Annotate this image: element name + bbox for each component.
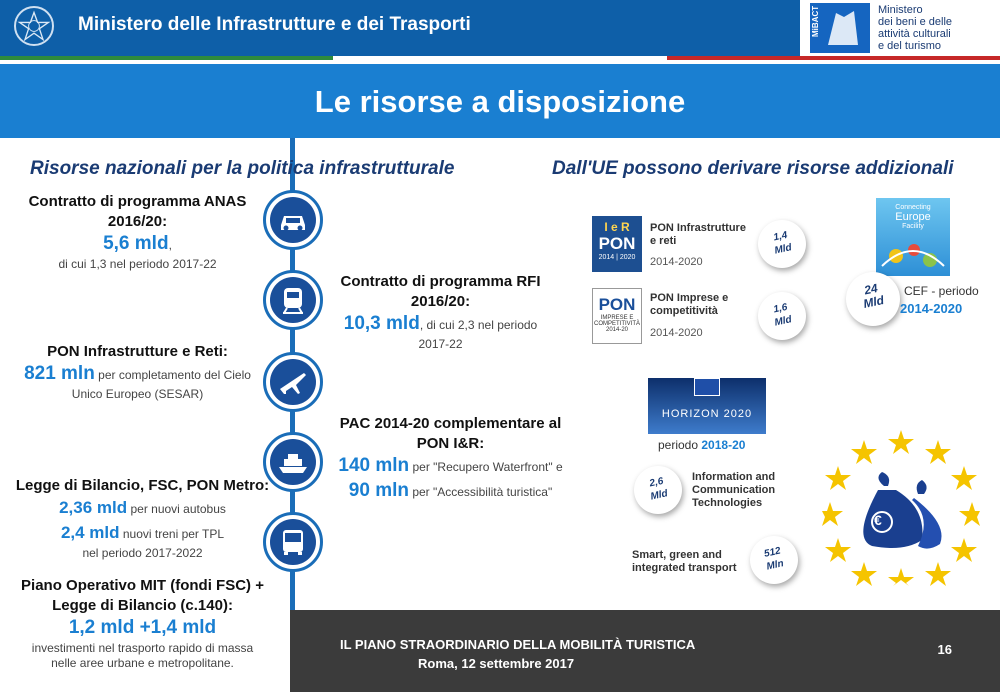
pon2-line: PON Imprese e <box>650 292 729 304</box>
cef-logo-line: Connecting <box>895 204 931 211</box>
pon-reti-block <box>5 342 270 401</box>
footer-bar <box>290 610 1000 692</box>
legge-block <box>5 476 280 560</box>
pon2-unit: Mld <box>773 314 793 329</box>
legge-note-period: nel periodo 2017-2022 <box>82 546 203 560</box>
pon2-logo-years: 2014-20 <box>605 327 629 333</box>
rfi-block <box>318 272 563 351</box>
pon-imprese-label <box>650 292 728 318</box>
piano-heading-law: Legge di Bilancio (c.140): <box>52 597 233 614</box>
rfi-amount: 10,3 mld <box>343 313 420 334</box>
ict-line: Technologies <box>692 497 763 509</box>
cef-logo-line: Europe <box>895 211 931 223</box>
mibact-line: attività culturali <box>878 28 951 40</box>
pon1-value: 1,4 <box>772 229 789 244</box>
sgt-unit: Mln <box>765 558 785 573</box>
pon-imprese-logo <box>592 288 642 344</box>
pon-reti-note-sesar: Unico Europeo (SESAR) <box>71 387 204 401</box>
horizon-logo-text: HORIZON 2020 <box>661 408 753 420</box>
sgt-value: 512 <box>763 545 782 560</box>
pon2-logo-sub: COMPETITIVITÀ <box>593 321 640 327</box>
piano-note-areas: nelle aree urbane e metropolitane. <box>51 656 234 670</box>
legge-heading: Legge di Bilancio, FSC, PON Metro: <box>15 477 270 494</box>
tricolor-stripe <box>0 56 1000 60</box>
ministry-name: Ministero delle Infrastrutture e dei Trasporti <box>78 14 471 35</box>
sgt-line: Smart, green and <box>632 549 722 561</box>
train-icon <box>270 277 316 323</box>
ict-label <box>692 471 775 510</box>
cef-label: CEF - periodo <box>904 284 979 298</box>
anas-note: di cui 1,3 nel periodo 2017-22 <box>58 257 217 271</box>
page-number: 16 <box>937 642 952 657</box>
pon-infrastrutture-amount <box>754 216 811 273</box>
car-circle <box>263 190 323 250</box>
cef-logo-line: Facility <box>902 223 924 230</box>
pac-amount-accessibility: 90 mln <box>348 480 409 501</box>
ict-unit: Mld <box>649 488 669 503</box>
pon-infrastrutture-year: 2014-2020 <box>650 256 703 268</box>
slide-title: Le risorse a disposizione <box>314 84 686 119</box>
mibact-logo-text: MiBACT <box>811 5 820 37</box>
pac-heading-pon: PON I&R: <box>416 435 485 452</box>
pon2-line: competitività <box>650 305 718 317</box>
horizon-2020-logo <box>648 378 766 434</box>
horizon-label-text: periodo <box>658 438 702 452</box>
eu-resources-heading: Dall'UE possono derivare risorse addizionali <box>552 158 954 179</box>
eu-stars-money-graphic <box>822 428 980 586</box>
pon-reti-note: per completamento del Cielo <box>94 368 251 382</box>
sgt-amount <box>746 532 803 589</box>
mibact-logo <box>810 3 870 53</box>
legge-amount-bus: 2,36 mld <box>59 498 128 517</box>
republic-emblem-icon <box>14 6 54 46</box>
eu-flag-icon <box>694 378 720 396</box>
legge-amount-trains: 2,4 mld <box>60 523 120 542</box>
pon1-logo-top: I e R <box>604 220 630 234</box>
pon2-logo-text: PON <box>598 295 636 314</box>
ict-line: Information and <box>692 471 776 483</box>
cef-logo <box>876 198 950 276</box>
mibact-text <box>878 4 952 52</box>
pon-reti-heading: PON Infrastrutture e Reti: <box>47 343 228 360</box>
pac-block <box>318 414 583 504</box>
horizon-label <box>658 438 745 452</box>
pac-amount-waterfront: 140 mln <box>338 455 410 476</box>
ict-value: 2,6 <box>648 475 665 490</box>
cef-period: 2014-2020 <box>900 301 963 316</box>
airplane-icon <box>270 359 316 405</box>
pac-note-accessibility: per "Accessibilità turistica" <box>408 485 553 499</box>
piano-amount: 1,2 mld +1,4 mld <box>68 617 217 638</box>
pon1-logo-text: PON <box>598 234 636 253</box>
pac-heading: PAC 2014-20 complementare al <box>339 415 562 432</box>
pon-imprese-year: 2014-2020 <box>650 327 703 339</box>
mibact-line: dei beni e delle <box>878 16 953 28</box>
anas-amount: 5,6 mld <box>103 233 169 254</box>
piano-heading: Piano Operativo MIT (fondi FSC) + <box>21 577 264 594</box>
national-resources-heading: Risorse nazionali per la politica infrastrutturale <box>30 158 455 179</box>
rfi-note: , di cui 2,3 nel periodo <box>419 318 538 332</box>
cef-value: 24 <box>862 280 879 298</box>
piano-note: investimenti nel trasporto rapido di massa <box>31 641 254 655</box>
ict-amount <box>630 462 687 519</box>
pon-infrastrutture-logo <box>592 216 642 272</box>
plane-circle <box>263 352 323 412</box>
legge-note-trains: nuovi treni per TPL <box>119 527 225 541</box>
footer-event-title: IL PIANO STRAORDINARIO DELLA MOBILITÀ TURISTICA <box>340 637 696 652</box>
pon-imprese-amount <box>754 288 811 345</box>
ict-line: Communication <box>692 484 776 496</box>
pon1-logo-years: 2014 | 2020 <box>598 254 636 261</box>
pon-infrastrutture-label <box>650 222 746 248</box>
euro-icon: € <box>874 512 882 528</box>
mibact-line: Ministero <box>878 4 923 16</box>
rfi-heading-years: 2016/20: <box>410 293 471 310</box>
rfi-heading: Contratto di programma RFI <box>340 273 541 290</box>
anas-heading: Contratto di programma ANAS <box>28 193 247 210</box>
horizon-period: 2018-20 <box>701 438 746 452</box>
anas-heading-years: 2016/20: <box>107 213 168 230</box>
anas-block <box>10 192 265 271</box>
train-circle <box>263 270 323 330</box>
pon1-line: PON Infrastrutture <box>650 222 746 234</box>
anas-comma: , <box>168 238 172 252</box>
cef-unit: Mld <box>862 292 886 311</box>
mibact-line: e del turismo <box>878 40 941 52</box>
mibact-logo-block <box>800 0 1000 56</box>
cef-amount <box>841 267 905 331</box>
footer-date: Roma, 12 settembre 2017 <box>418 656 575 671</box>
sgt-line: integrated transport <box>632 562 737 574</box>
car-icon <box>270 197 316 243</box>
piano-block <box>5 576 280 671</box>
rfi-note-years: 2017-22 <box>418 337 463 351</box>
pon-reti-amount: 821 mln <box>24 363 95 384</box>
pon2-logo-sub: IMPRESE E <box>600 315 634 321</box>
pac-note-waterfront: per "Recupero Waterfront" e <box>409 460 563 474</box>
pon1-unit: Mld <box>773 242 793 257</box>
pon2-value: 1,6 <box>772 301 789 316</box>
sgt-label <box>632 549 737 575</box>
title-bar <box>0 64 1000 138</box>
pon1-line: e reti <box>650 235 677 247</box>
legge-note-bus: per nuovi autobus <box>127 502 226 516</box>
